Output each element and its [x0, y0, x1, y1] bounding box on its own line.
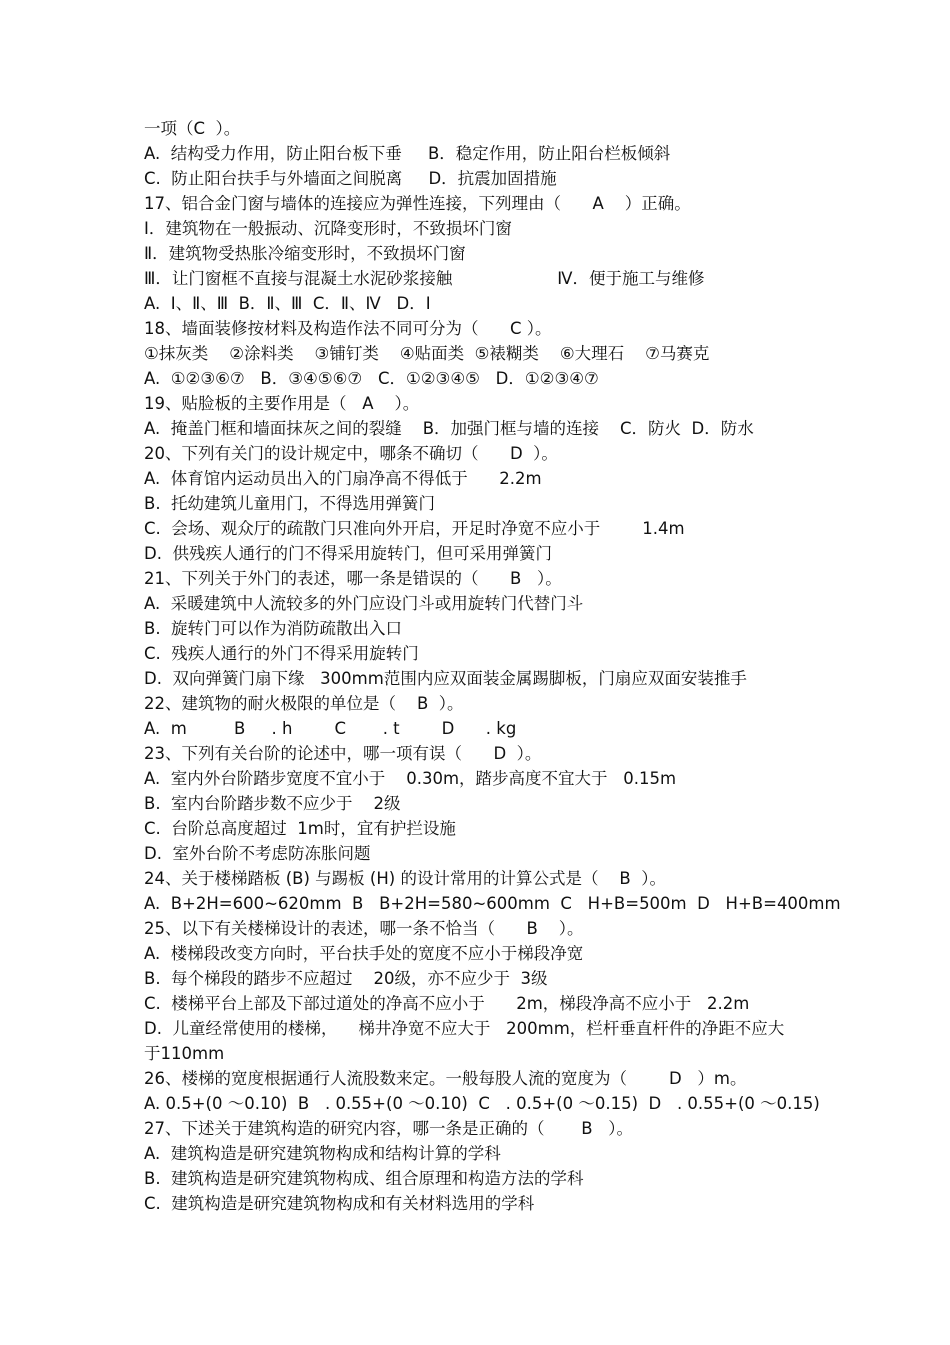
question-17-options: A. Ⅰ、Ⅱ、Ⅲ B．Ⅱ、Ⅲ C．Ⅱ、Ⅳ D．Ⅰ — [144, 294, 431, 313]
question-24-stem: 24、关于楼梯踏板 (B) 与踢板 (H) 的设计常用的计算公式是（ B ）。 — [144, 869, 666, 888]
question-25-option-b: B. 每个梯段的踏步不应超过 20级，亦不应少于 3级 — [144, 969, 548, 988]
question-21-stem: 21、下列关于外门的表述，哪一条是错误的（ B ）。 — [144, 569, 562, 588]
question-21-option-a: A. 采暖建筑中人流较多的外门应设门斗或用旋转门代替门斗 — [144, 594, 584, 613]
question-27-option-a: A. 建筑构造是研究建筑物构成和结构计算的学科 — [144, 1144, 501, 1163]
question-text-block — [144, 116, 841, 1216]
question-22-options: A. m B . h C . t D . kg — [144, 719, 517, 738]
question-19-options: A. 掩盖门框和墙面抹灰之间的裂缝 B．加强门框与墙的连接 C．防火 D．防水 — [144, 419, 754, 438]
question-19-stem: 19、贴脸板的主要作用是（ A ）。 — [144, 394, 420, 413]
question-21-option-b: B. 旋转门可以作为消防疏散出入口 — [144, 619, 403, 638]
question-27-option-c: C. 建筑构造是研究建筑物构成和有关材料选用的学科 — [144, 1194, 535, 1213]
question-18-options: A. ①②③⑥⑦ B．③④⑤⑥⑦ C．①②③④⑤ D．①②③④⑦ — [144, 369, 599, 388]
question-20-option-d: D. 供残疾人通行的门不得采用旋转门，但可采用弹簧门 — [144, 544, 552, 563]
question-23-option-b: B. 室内台阶踏步数不应少于 2级 — [144, 794, 401, 813]
question-23-stem: 23、下列有关台阶的论述中，哪一项有误（ D ）。 — [144, 744, 542, 763]
question-26-stem: 26、楼梯的宽度根据通行人流股数来定。一般每股人流的宽度为（ D ）m。 — [144, 1069, 747, 1088]
question-23-option-c: C. 台阶总高度超过 1m时，宜有护拦设施 — [144, 819, 456, 838]
question-21-option-d: D. 双向弹簧门扇下缘 300mm范围内应双面装金属踢脚板，门扇应双面安装推手 — [144, 669, 747, 688]
question-23-option-a: A. 室内外台阶踏步宽度不宜小于 0.30m，踏步高度不宜大于 0.15m — [144, 769, 677, 788]
question-17-item-2: Ⅱ．建筑物受热胀冷缩变形时，不致损坏门窗 — [144, 244, 466, 263]
question-25-stem: 25、以下有关楼梯设计的表述，哪一条不恰当（ B ）。 — [144, 919, 584, 938]
question-23-option-d: D. 室外台阶不考虑防冻胀问题 — [144, 844, 371, 863]
question-25-option-d-cont: 于110mm — [144, 1044, 225, 1063]
question-16-continuation: 一项（C ）。 — [144, 119, 241, 138]
question-24-options: A. B+2H=600~620mm B B+2H=580~600mm C H+B=500m D H+B=400mm — [144, 894, 841, 913]
question-25-option-d: D. 儿童经常使用的楼梯， 梯井净宽不应大于 200mm，栏杆垂直杆件的净距不应大 — [144, 1019, 785, 1038]
question-16-options-cd: C. 防止阳台扶手与外墙面之间脱离 D．抗震加固措施 — [144, 169, 557, 188]
question-27-option-b: B. 建筑构造是研究建筑物构成、组合原理和构造方法的学科 — [144, 1169, 584, 1188]
question-22-stem: 22、建筑物的耐火极限的单位是（ B ）。 — [144, 694, 464, 713]
question-20-stem: 20、下列有关门的设计规定中，哪条不确切（ D ）。 — [144, 444, 558, 463]
question-20-option-c: C. 会场、观众厅的疏散门只准向外开启，开足时净宽不应小于 1.4m — [144, 519, 685, 538]
question-16-options-ab: A. 结构受力作用，防止阳台板下垂 B．稳定作用，防止阳台栏板倾斜 — [144, 144, 671, 163]
question-17-stem: 17、铝合金门窗与墙体的连接应为弹性连接，下列理由（ A ）正确。 — [144, 194, 691, 213]
question-17-item-1: Ⅰ．建筑物在一般振动、沉降变形时，不致损坏门窗 — [144, 219, 512, 238]
question-25-option-c: C. 楼梯平台上部及下部过道处的净高不应小于 2m，梯段净高不应小于 2.2m — [144, 994, 750, 1013]
question-20-option-a: A. 体育馆内运动员出入的门扇净高不得低于 2.2m — [144, 469, 542, 488]
question-25-option-a: A. 楼梯段改变方向时，平台扶手处的宽度不应小于梯段净宽 — [144, 944, 584, 963]
question-20-option-b: B. 托幼建筑儿童用门，不得选用弹簧门 — [144, 494, 436, 513]
question-21-option-c: C. 残疾人通行的外门不得采用旋转门 — [144, 644, 419, 663]
question-18-stem: 18、墙面装修按材料及构造作法不同可分为（ C ）。 — [144, 319, 552, 338]
question-27-stem: 27、下述关于建筑构造的研究内容，哪一条是正确的（ B ）。 — [144, 1119, 634, 1138]
question-18-items: ①抹灰类 ②涂料类 ③铺钉类 ④贴面类 ⑤裱糊类 ⑥大理石 ⑦马赛克 — [144, 344, 710, 363]
question-26-options: A. 0.5+(0 ～0.10) B . 0.55+(0 ～0.10) C . 0.5+(0 ～0.15) D . 0.55+(0 ～0.15) — [144, 1094, 820, 1113]
question-17-item-3-4: Ⅲ．让门窗框不直接与混凝土水泥砂浆接触 Ⅳ．便于施工与维修 — [144, 269, 705, 288]
